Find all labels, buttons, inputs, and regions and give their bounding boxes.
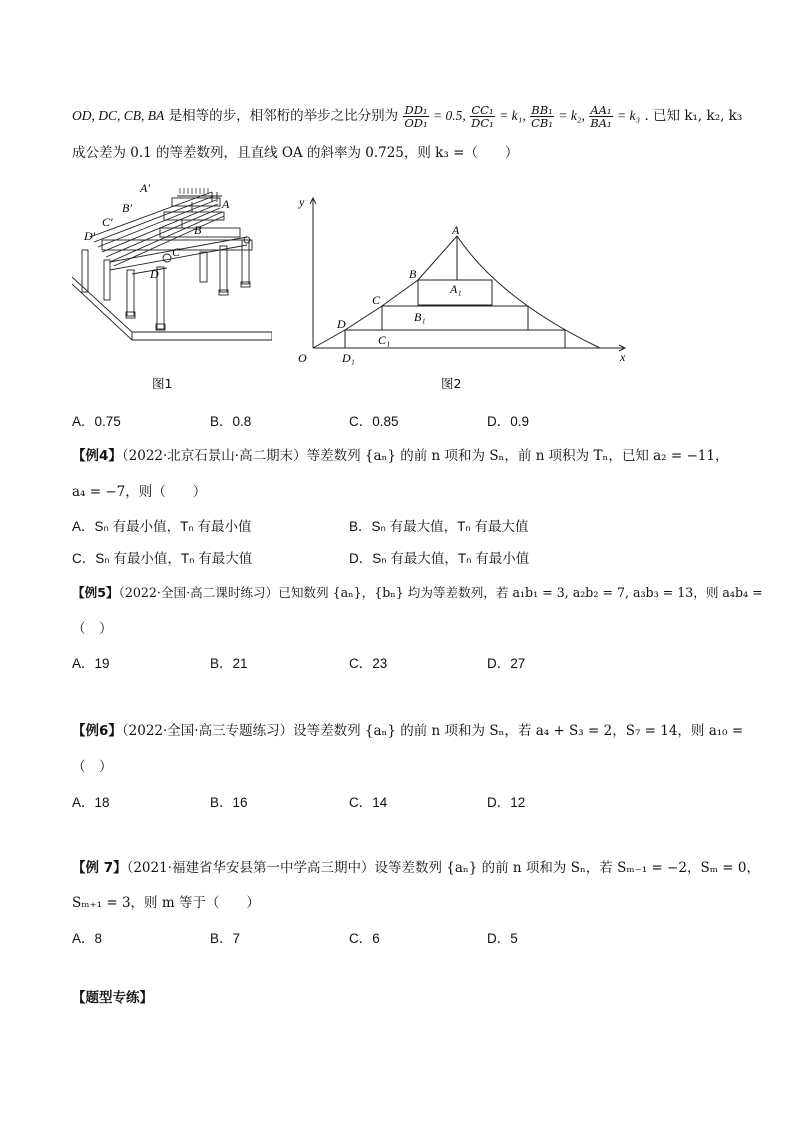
ex4-option-b[interactable]: B．Sₙ 有最大值，Tₙ 有最大值: [349, 519, 529, 534]
ex4-stem: [72, 446, 728, 466]
fig1-caption: 图1: [152, 376, 173, 391]
ex3-option-d[interactable]: D．0.9: [487, 414, 530, 429]
ex3-line1: [72, 104, 742, 129]
ex4-stem2: a₄ = −7，则（ ）: [72, 484, 207, 500]
ex6-option-c[interactable]: C．14: [349, 795, 388, 810]
fig1-label-c: C: [172, 245, 181, 259]
ex5-tag: 【例5】: [72, 585, 119, 600]
ex4-option-c[interactable]: C．Sₙ 有最小值，Tₙ 有最大值: [72, 551, 253, 566]
ex5-option-b[interactable]: B．21: [210, 656, 248, 671]
ex3-frac1: $\frac{\text{DD₁}}{\text{OD₁}}$: [404, 103, 428, 130]
ex7-tag: 【例 7】: [72, 860, 127, 876]
ex6-option-d[interactable]: D．12: [487, 795, 526, 810]
ex3-line2: 成公差为 0.1 的等差数列，且直线 OA 的斜率为 0.725，则 k₃ =（ ）: [72, 145, 519, 161]
ex7-stem-text: （2021·福建省华安县第一中学高三期中）设等差数列 {aₙ} 的前 n 项和为 Sₙ，若 Sₘ₋₁ = −2，Sₘ = 0，: [126, 860, 760, 876]
ex6-tag: 【例6】: [72, 723, 122, 739]
ex5-stem: [72, 583, 763, 603]
ex3-line1-tail: . 已知 k₁, k₂, k₃: [640, 108, 743, 124]
ex7-stem: [72, 858, 760, 878]
ex4-tag: 【例4】: [72, 448, 122, 464]
fig1-label-d: D: [150, 267, 159, 281]
ex5-stem-text: （2022·全国·高二课时练习）已知数列 {aₙ}，{bₙ} 均为等差数列，若 a₁b₁ = 3, a₂b₂ = 7, a₃b₃ = 13，则 a₄b₄ =: [118, 585, 763, 600]
ex3-text: 是相等的步，相邻桁的举步之比分别为: [164, 108, 399, 124]
ex6-option-a[interactable]: A．18: [72, 795, 110, 810]
ex3-frac3-value: = k₂,: [554, 108, 589, 123]
ex5-option-c[interactable]: C．23: [349, 656, 388, 671]
ex3-frac4: $\frac{\text{AA₁}}{\text{BA₁}}$: [590, 103, 612, 130]
fig2-label-b1: B₁: [414, 310, 426, 324]
ex6-stem-text: （2022·全国·高三专题练习）设等差数列 {aₙ} 的前 n 项和为 Sₙ，若 a₄ + S₃ = 2，S₇ = 14，则 a₁₀ =: [121, 723, 744, 739]
ex3-seg-cb: , CB: [117, 108, 142, 123]
ex3-option-a[interactable]: A．0.75: [72, 414, 121, 429]
fig1-label-b: B: [194, 223, 202, 237]
ex7-option-a[interactable]: A．8: [72, 931, 103, 946]
ex4-stem-text: （2022·北京石景山·高二期末）等差数列 {aₙ} 的前 n 项和为 Sₙ，前 n 项积为 Tₙ，已知 a₂ = −11，: [121, 448, 729, 464]
ex4-option-a[interactable]: A．Sₙ 有最小值，Tₙ 有最小值: [72, 519, 252, 534]
fig2-label-c1: C₁: [378, 333, 391, 347]
ex7-stem2: Sₘ₊₁ = 3，则 m 等于（ ）: [72, 895, 260, 911]
fig2-label-d: D: [337, 317, 346, 331]
ex7-option-b[interactable]: B．7: [210, 931, 241, 946]
ex5-option-d[interactable]: D．27: [487, 656, 526, 671]
ex7-option-c[interactable]: C．6: [349, 931, 380, 946]
fig2-label-a1: A₁: [450, 282, 462, 296]
fig1-building-illustration: [72, 182, 272, 362]
fig2-caption: 图2: [441, 376, 462, 391]
ex3-seg-ba: , BA: [141, 108, 165, 123]
ex3-frac2: $\frac{\text{CC₁}}{\text{DC₁}}$: [471, 103, 494, 130]
ex3-seg-od: OD: [72, 108, 92, 123]
fig1-label-a-prime: A′: [140, 182, 150, 195]
fig2-axis-x: x: [620, 350, 626, 364]
ex3-frac4-value: = k₃: [613, 108, 641, 123]
ex3-option-c[interactable]: C．0.85: [349, 414, 399, 429]
section-heading: 【题型专练】: [72, 990, 153, 1006]
ex3-frac2-value: = k₁,: [495, 108, 530, 123]
fig2-label-a: A: [452, 223, 460, 237]
ex6-stem2: （ ）: [72, 759, 113, 775]
ex3-frac3: $\frac{\text{BB₁}}{\text{CB₁}}$: [531, 103, 553, 130]
ex3-option-b[interactable]: B．0.8: [210, 414, 252, 429]
fig2-label-o: O: [298, 351, 307, 365]
ex5-option-a[interactable]: A．19: [72, 656, 110, 671]
fig1-label-b-prime: B′: [122, 201, 132, 215]
fig1-label-d-prime: D′: [84, 229, 96, 243]
ex4-option-d[interactable]: D．Sₙ 有最大值，Tₙ 有最小值: [349, 551, 530, 566]
fig1-label-a: A: [222, 197, 230, 211]
ex3-seg-dc: , DC: [91, 108, 118, 123]
ex5-stem2: （ ）: [72, 621, 113, 637]
fig2-label-d1: D₁: [342, 351, 355, 365]
fig2-axis-y: y: [299, 195, 305, 209]
fig2-label-c: C: [372, 293, 381, 307]
fig2-coordinate-diagram: [290, 190, 640, 370]
ex6-stem: [72, 721, 743, 741]
ex6-option-b[interactable]: B．16: [210, 795, 248, 810]
ex7-option-d[interactable]: D．5: [487, 931, 518, 946]
fig2-label-b: B: [409, 267, 417, 281]
ex3-frac1-value: = 0.5,: [429, 108, 470, 123]
fig1-label-c-prime: C′: [102, 215, 113, 229]
